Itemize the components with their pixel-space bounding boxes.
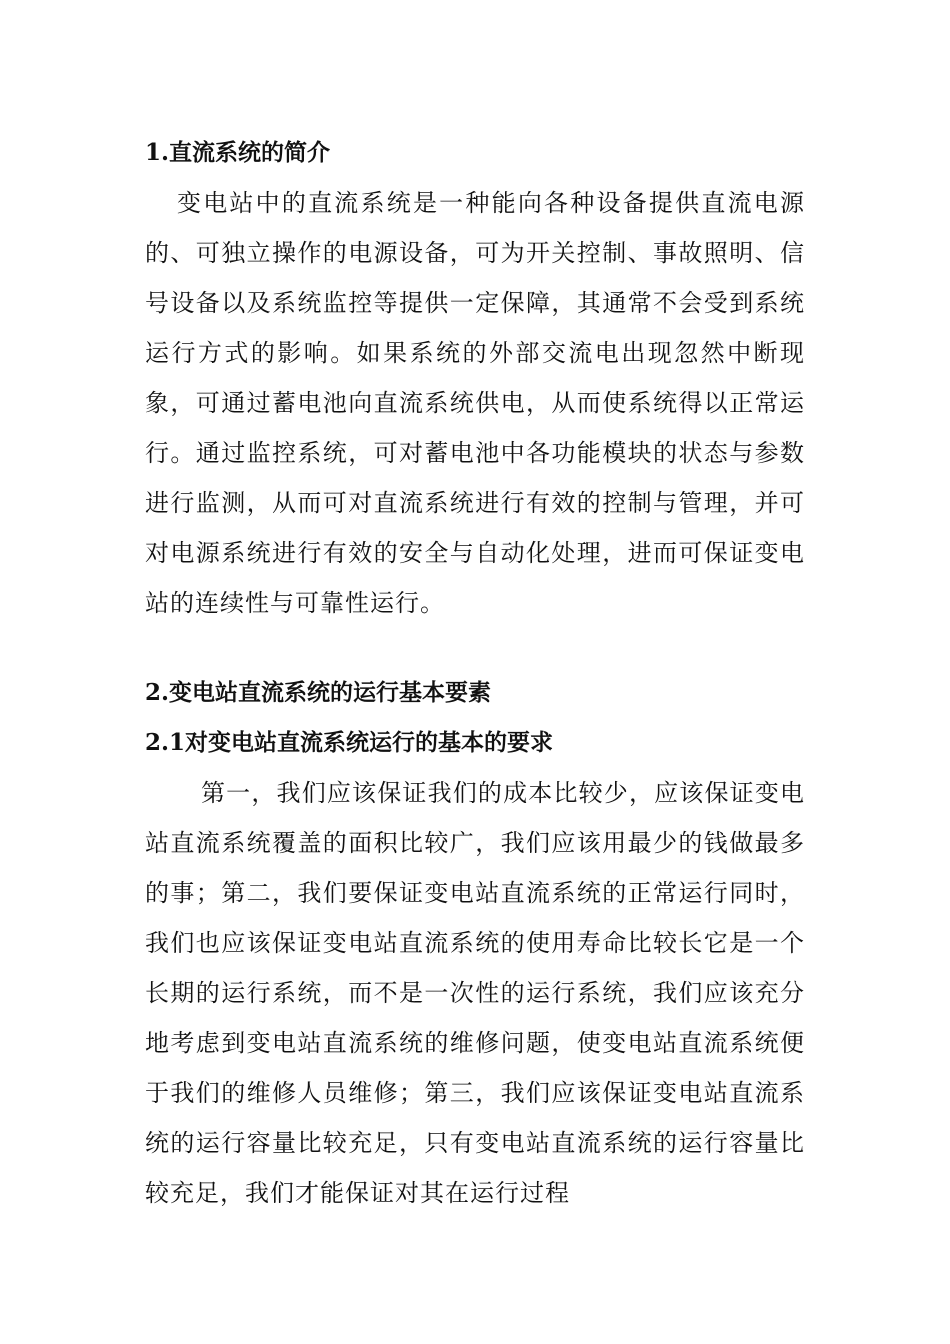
document-body xyxy=(145,128,805,1218)
section-1-paragraph: 变电站中的直流系统是一种能向各种设备提供直流电源的、可独立操作的电源设备，可为开关控制、事故照明、信号设备以及系统监控等提供一定保障，其通常不会受到系统运行方式的影响。如果系统的外部交流电出现忽然中断现象，可通过蓄电池向直流系统供电，从而使系统得以正常运行。通过监控系统，可对蓄电池中各功能模块的状态与参数进行监测，从而可对直流系统进行有效的控制与管理，并可对电源系统进行有效的安全与自动化处理，进而可保证变电站的连续性与可靠性运行。 xyxy=(145,189,805,617)
section-2-heading: 2.变电站直流系统的运行基本要素 xyxy=(145,679,492,706)
section-2-1-paragraph: 第一，我们应该保证我们的成本比较少，应该保证变电站直流系统覆盖的面积比较广，我们应该用最少的钱做最多的事；第二，我们要保证变电站直流系统的正常运行同时，我们也应该保证变电站直流系统的使用寿命比较长它是一个长期的运行系统，而不是一次性的运行系统，我们应该充分地考虑到变电站直流系统的维修问题，使变电站直流系统便于我们的维修人员维修；第三，我们应该保证变电站直流系统的运行容量比较充足，只有变电站直流系统的运行容量比较充足，我们才能保证对其在运行过程 xyxy=(145,779,805,1207)
section-spacer xyxy=(145,628,805,668)
section-1-heading: 1.直流系统的简介 xyxy=(145,139,331,166)
section-2-1-subheading: 2.1对变电站直流系统运行的基本的要求 xyxy=(145,729,554,756)
